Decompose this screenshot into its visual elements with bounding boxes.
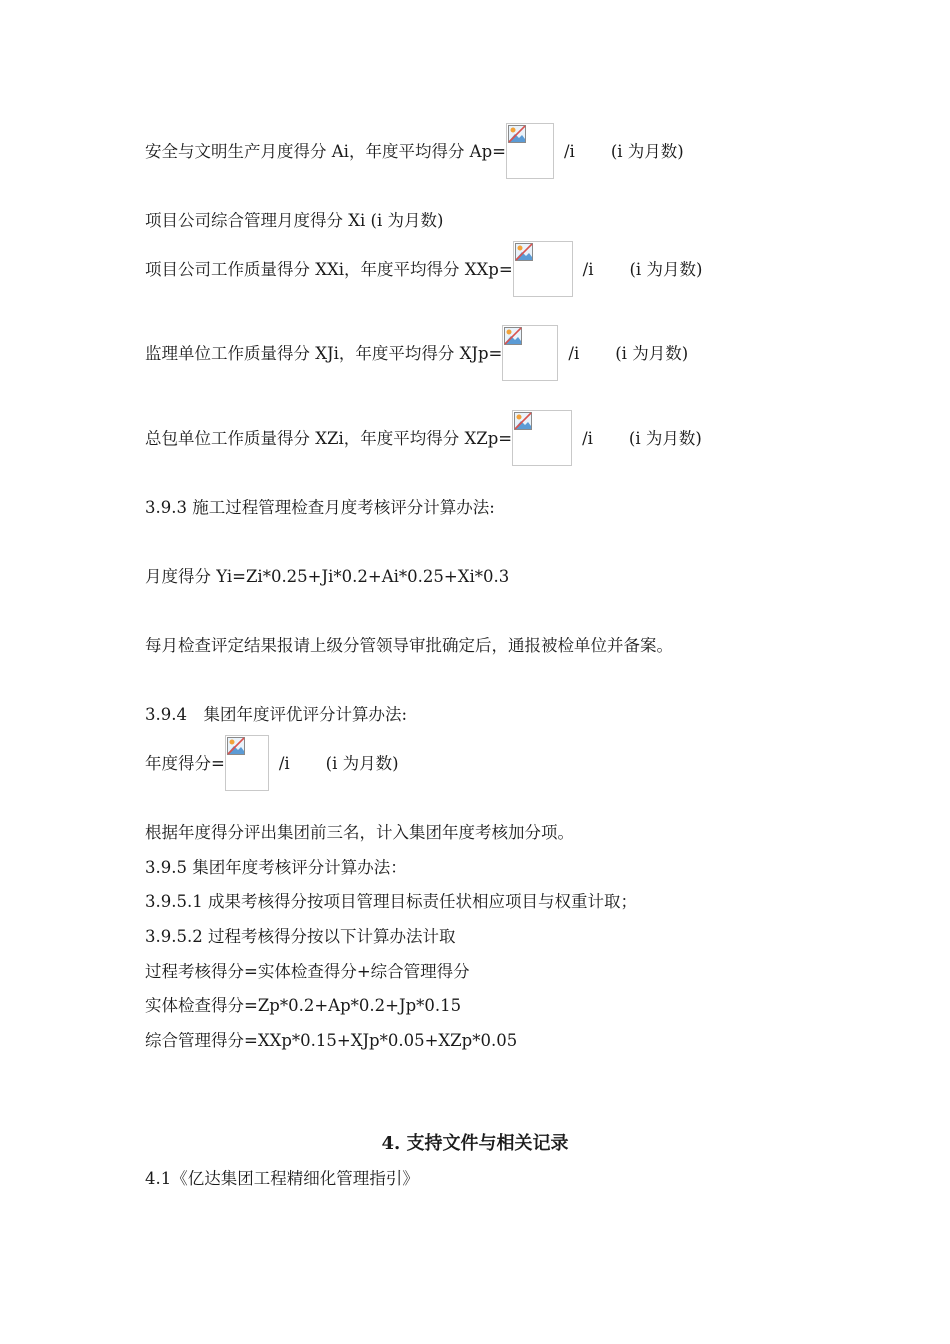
paragraph-top-three: [145, 822, 574, 844]
note: (i 为月数): [325, 754, 399, 773]
line-text: 综合管理得分=XXp*0.15+XJp*0.05+XZp*0.05: [145, 1031, 518, 1050]
line-text: 3.9.3 施工过程管理检查月度考核评分计算办法:: [145, 498, 495, 517]
line-text: 月度得分 Yi=Zi*0.25+Ji*0.2+Ai*0.25+Xi*0.3: [145, 567, 510, 586]
divide-by-i: /i: [564, 142, 575, 161]
formula-annual-score: [145, 753, 399, 791]
divide-by-i: /i: [582, 429, 593, 448]
line-text: 3.9.5.2 过程考核得分按以下计算办法计取: [145, 927, 456, 946]
divide-by-i: /i: [568, 344, 580, 363]
line-text: 3.9.5 集团年度考核评分计算办法：: [145, 858, 407, 877]
note: (i 为月数): [628, 429, 702, 448]
broken-image-icon: [225, 735, 269, 791]
formula-management-score: [145, 1030, 517, 1052]
line-text: 实体检查得分=Zp*0.2+Ap*0.2+Jp*0.15: [145, 996, 462, 1015]
line-text: 4.1《亿达集团工程精细化管理指引》: [145, 1169, 419, 1188]
divide-by-i: /i: [278, 754, 290, 773]
line-text: 3.9.5.1 成果考核得分按项目管理目标责任状相应项目与权重计取；: [145, 892, 637, 911]
line-text: 根据年度得分评出集团前三名，计入集团年度考核加分项。: [145, 823, 574, 842]
note: (i 为月数): [610, 142, 684, 161]
note: (i 为月数): [615, 344, 689, 363]
note: (i 为月数): [629, 260, 703, 279]
line-text: 年度得分=: [145, 754, 225, 773]
line-text: 总包单位工作质量得分 XZi，年度平均得分 XZp=: [145, 429, 513, 448]
line-text: 过程考核得分=实体检查得分+综合管理得分: [145, 962, 470, 981]
broken-image-icon: [512, 410, 572, 466]
formula-line-ap: [145, 141, 684, 179]
formula-line-xjp: [145, 343, 688, 381]
section-3-9-5-1: [145, 891, 637, 913]
section-3-9-3: [145, 497, 495, 519]
formula-process-score: [145, 961, 470, 983]
formula-monthly-score: [145, 566, 509, 588]
formula-line-xzp: [145, 428, 702, 466]
paragraph-monthly-report: [145, 635, 673, 657]
section-4-heading: 4. 支持文件与相关记录: [381, 1133, 569, 1154]
divide-by-i: /i: [582, 260, 594, 279]
formula-line-xxp: [145, 259, 702, 297]
section-3-9-4: [145, 704, 407, 726]
broken-image-icon: [502, 325, 558, 381]
line-text: 每月检查评定结果报请上级分管领导审批确定后，通报被检单位并备案。: [145, 636, 673, 655]
broken-image-icon: [506, 123, 554, 179]
formula-line-xi: [145, 210, 443, 232]
section-3-9-5-2: [145, 926, 455, 948]
formula-entity-score: [145, 995, 461, 1017]
line-text: 安全与文明生产月度得分 Ai，年度平均得分 Ap=: [145, 142, 506, 161]
line-text: 项目公司工作质量得分 XXi，年度平均得分 XXp=: [145, 260, 513, 279]
broken-image-icon: [513, 241, 573, 297]
line-text: 项目公司综合管理月度得分 Xi (i 为月数): [145, 211, 444, 230]
section-3-9-5: [145, 857, 407, 879]
line-text: 3.9.4 集团年度评优评分计算办法:: [145, 705, 408, 724]
line-text: 监理单位工作质量得分 XJi，年度平均得分 XJp=: [145, 344, 503, 363]
section-4-1: [145, 1168, 419, 1190]
